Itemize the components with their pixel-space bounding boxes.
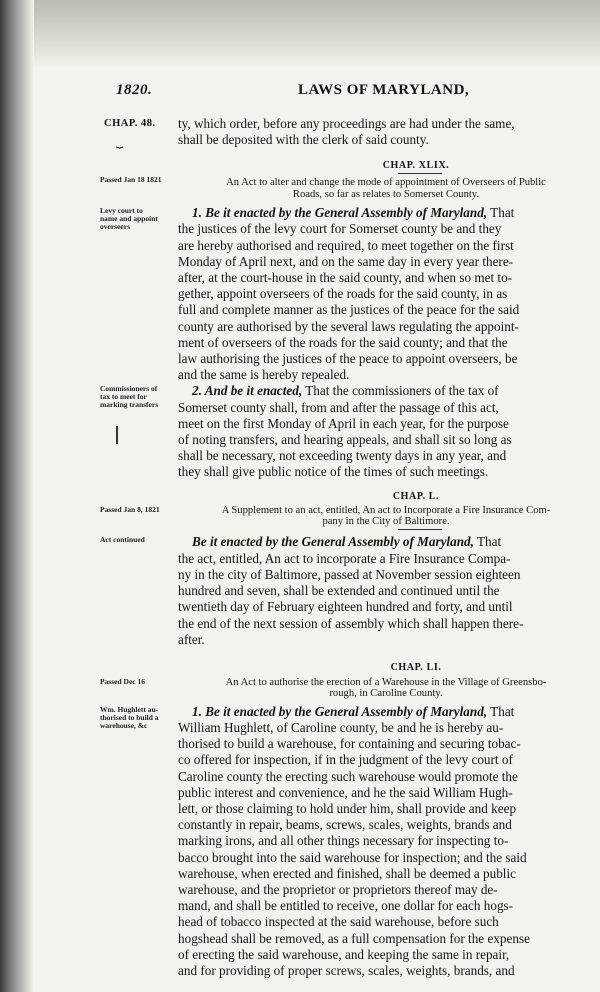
chap-51-side-note-1: Wm. Hughlett au- thorised to build a warehouse, &c bbox=[100, 704, 159, 730]
text-line: co offered for inspection, if in the judgment of the levy court of bbox=[178, 752, 513, 768]
chap-49-section-1 bbox=[102, 205, 594, 383]
act-title-line: pany in the City of Baltimore. bbox=[322, 516, 450, 528]
chap-49-side-note-2: Commissioners of tax to meet for marking transfers bbox=[100, 384, 159, 410]
text-line: lett, or those claiming to hold under him, shall provide and keep bbox=[178, 800, 517, 816]
text-line: warehouse, when erected and finished, shall be deemed a public bbox=[178, 865, 516, 881]
chap-51-section-1-text bbox=[178, 704, 594, 979]
text-line: ment of overseers of the roads for the said county; and that the bbox=[178, 334, 508, 350]
text-line: constantly in repair, beams, screws, scales, weights, brands and bbox=[178, 817, 512, 833]
chap-49-section-2 bbox=[102, 383, 594, 480]
text-line: shall be deposited with the clerk of said county. bbox=[178, 132, 429, 148]
text-line: they shall give public notice of the times of such meetings. bbox=[178, 464, 489, 480]
chap-51-passed-note: Passed Dec 16 bbox=[100, 676, 145, 686]
text-line: Be it enacted by the General Assembly of Maryland, That bbox=[192, 534, 502, 550]
text-line: hundred and seven, shall be extended and continued until the bbox=[178, 583, 500, 599]
chap-49-heading: CHAP. XLIX. bbox=[382, 160, 450, 172]
text-line: are hereby authorised and required, to meet together on the first bbox=[178, 237, 514, 253]
text-line: county are authorised by the several laws regulating the appoint- bbox=[178, 318, 519, 334]
chap-49-side-note-1: Levy court to name and appoint overseers bbox=[100, 206, 158, 232]
chap-51-heading: CHAP. LI. bbox=[390, 661, 442, 673]
act-title-line: An Act to alter and change the mode of appointment of Overseers of Public bbox=[226, 177, 546, 189]
text-line: the end of the next session of assembly which shall happen there- bbox=[178, 615, 524, 631]
text-line: public interest and convenience, and he the said William Hugh- bbox=[178, 784, 513, 800]
chap-48-text bbox=[178, 116, 594, 148]
text-line: Somerset county shall, from and after the passage of this act, bbox=[178, 399, 499, 415]
act-title-line: Roads, so far as relates to Somerset County. bbox=[292, 188, 480, 200]
chap-51-block bbox=[102, 662, 594, 979]
text-line: marking irons, and all other things necessary for inspecting to- bbox=[178, 833, 509, 849]
chap-51-act-title bbox=[178, 677, 594, 700]
margin-mark bbox=[116, 426, 118, 444]
text-line: head of tobacco inspected at the said warehouse, before such bbox=[178, 914, 499, 930]
text-line: after, at the court-house in the said county, and when so met to- bbox=[178, 270, 513, 286]
chap-49-passed-note: Passed Jan 18 1821 bbox=[100, 175, 162, 185]
page-content bbox=[102, 82, 594, 979]
header-title: LAWS OF MARYLAND, bbox=[298, 82, 470, 98]
chap-48-brace: ⏟ bbox=[116, 134, 124, 148]
chap-51-section-1 bbox=[102, 704, 594, 979]
chap-50-heading: CHAP. L. bbox=[392, 490, 440, 502]
header-year: 1820. bbox=[116, 82, 153, 98]
text-line: thorised to build a warehouse, for containing and securing tobac- bbox=[178, 736, 521, 752]
text-line: hogshead shall be removed, as a full compensation for the expense bbox=[178, 930, 530, 946]
chap-50-section-1-text bbox=[178, 534, 594, 647]
text-line: and for providing of proper screws, scales, weights, brands, and bbox=[178, 962, 515, 978]
text-line: after. bbox=[178, 631, 205, 647]
text-line: and the same is hereby repealed. bbox=[178, 367, 350, 383]
scan-top-edge bbox=[34, 0, 600, 68]
act-title-line: A Supplement to an act, entitled, An act to Incorporate a Fire Insurance Com- bbox=[221, 504, 551, 516]
text-line: Caroline county the erecting such warehouse would promote the bbox=[178, 768, 518, 784]
chap-50-section-1 bbox=[102, 534, 594, 647]
act-title-line: An Act to authorise the erection of a Warehouse in the Village of Greensbo- bbox=[225, 676, 547, 688]
text-line: the justices of the levy court for Somerset county be and they bbox=[178, 221, 502, 237]
text-line: bacco brought into the said warehouse for inspection; and the said bbox=[178, 849, 527, 865]
text-line: William Hughlett, of Caroline county, be and he is hereby au- bbox=[178, 719, 504, 735]
text-line: of noting transfers, and hearing appeals, and shall sit so long as bbox=[178, 432, 512, 448]
running-header bbox=[102, 82, 594, 104]
text-line: shall be necessary, not exceeding twenty days in any year, and bbox=[178, 448, 507, 464]
text-line: Monday of April next, and on the same day in every year there- bbox=[178, 253, 514, 269]
text-line: meet on the first Monday of April in each year, for the purpose bbox=[178, 415, 509, 431]
heading-rule bbox=[398, 529, 442, 530]
act-title-line: rough, in Caroline County. bbox=[329, 688, 443, 700]
text-line: law authorising the justices of the peace to appoint overseers, be bbox=[178, 351, 518, 367]
text-line: warehouse, and the proprietor or proprietors thereof may de- bbox=[178, 881, 498, 897]
chap-49-section-2-text bbox=[178, 383, 594, 480]
chap-50-block bbox=[102, 491, 594, 648]
heading-rule bbox=[398, 173, 442, 174]
chap-48-label: CHAP. 48. bbox=[104, 118, 156, 129]
text-line: gether, appoint overseers of the roads for the said county, in as bbox=[178, 286, 508, 302]
text-line: full and complete manner as the justices of the peace for the said bbox=[178, 302, 520, 318]
chap-50-act-title bbox=[178, 505, 594, 528]
chap-50-side-note-1: Act continued bbox=[100, 535, 145, 545]
text-line: 2. And be it enacted, That the commissioners of the tax of bbox=[192, 383, 499, 399]
book-binding-shadow bbox=[0, 0, 34, 992]
chap-49-act-title bbox=[178, 177, 594, 200]
chap-49-section-1-text bbox=[178, 205, 594, 383]
chap-49-block bbox=[102, 160, 594, 480]
text-line: ny in the city of Baltimore, passed at November session eighteen bbox=[178, 566, 521, 582]
chap-48-block bbox=[102, 116, 594, 148]
text-line: ty, which order, before any proceedings are had under the same, bbox=[178, 116, 515, 131]
text-line: mand, and shall be entitled to receive, one dollar for each hogs- bbox=[178, 898, 514, 914]
chap-50-passed-note: Passed Jan 8, 1821 bbox=[100, 504, 160, 514]
text-line: 1. Be it enacted by the General Assembly of Maryland, That bbox=[192, 205, 515, 221]
text-line: 1. Be it enacted by the General Assembly of Maryland, That bbox=[192, 703, 515, 719]
text-line: twentieth day of February eighteen hundred and forty, and until bbox=[178, 599, 513, 615]
text-line: the act, entitled, An act to incorporate a Fire Insurance Compa- bbox=[178, 550, 511, 566]
text-line: of erecting the said warehouse, and keeping the same in repair, bbox=[178, 946, 510, 962]
